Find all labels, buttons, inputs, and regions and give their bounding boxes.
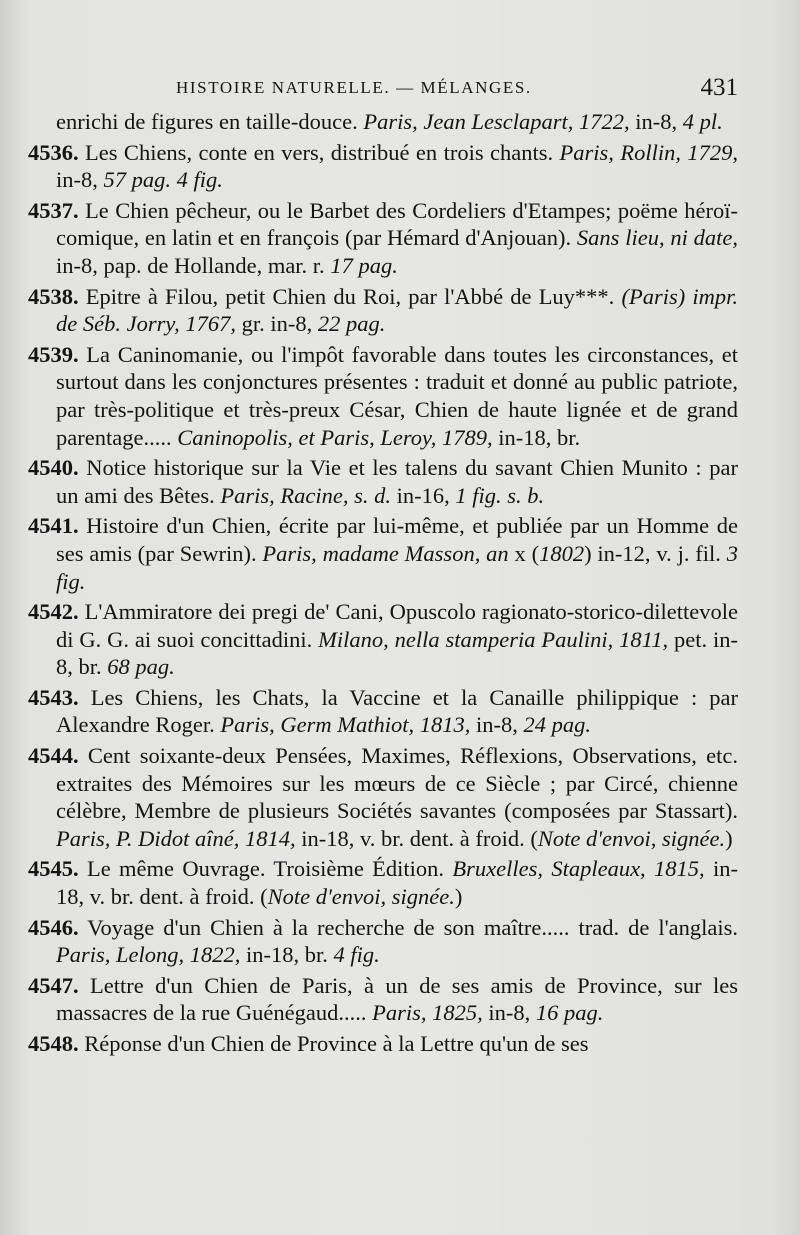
entry-text: ) in-12, v. j. fil. (584, 540, 727, 566)
entry-number: 4546. (28, 914, 79, 940)
catalogue-entry (28, 855, 738, 910)
imprint-text: Sans lieu, ni date, (576, 225, 739, 251)
entry-text: gr. in-8, (235, 311, 318, 337)
imprint-text: Paris, Jean Lesclapart, 1722, (363, 109, 630, 134)
entry-number: 4537. (28, 197, 79, 223)
imprint-text: 57 pag. 4 fig. (103, 167, 223, 193)
entry-number: 4547. (28, 972, 79, 998)
catalogue-entry (28, 512, 738, 595)
imprint-text: Paris, 1825, (372, 1000, 483, 1026)
entry-text: in-18, br. (240, 942, 334, 968)
catalogue-entry (28, 139, 738, 194)
entry-text: Le même Ouvrage. Troisième Édition. (78, 856, 453, 882)
imprint-text: Bruxelles, Stapleaux, 1815, (452, 856, 705, 882)
entry-text: enrichi de figures en taille-douce. (56, 109, 364, 134)
imprint-text: 3 fig. (56, 540, 738, 594)
catalogue-entry (28, 197, 738, 280)
imprint-text: 17 pag. (330, 252, 398, 278)
entry-text: L'Ammiratore dei pregi de' Cani, Opuscolo ragionato-storico-dilettevole di G. G. ai suoi concittadini. (56, 599, 738, 652)
entry-number: 4539. (28, 341, 79, 367)
imprint-text: 1 fig. s. b. (455, 482, 545, 508)
entry-text: Notice historique sur la Vie et les talens du savant Chien Munito : par un ami des Bêtes. (56, 455, 738, 508)
entry-number: 4536. (28, 139, 79, 165)
catalogue-entry (28, 341, 738, 451)
catalogue-entry (28, 283, 738, 338)
imprint-text: Paris, Lelong, 1822, (56, 942, 241, 968)
entry-text: La Caninomanie, ou l'impôt favorable dans toutes les circonstances, et surtout dans les conjonctures présentes : traduit et donné au public patriote, par très-politique et très-preux César, Chien de haute lignée et de grand parentage..... (56, 341, 738, 450)
catalogue-entry (28, 1030, 738, 1058)
entry-text: Réponse d'un Chien de Province à la Lettre qu'un de ses (78, 1031, 589, 1056)
entry-number: 4543. (28, 684, 79, 710)
entry-text: Epitre à Filou, petit Chien du Roi, par l'Abbé de Luy***. (78, 283, 622, 309)
imprint-text: 1802 (539, 540, 585, 566)
entry-text: in-18, br. (492, 424, 581, 450)
imprint-text: 16 pag. (535, 1000, 604, 1026)
entry-text: in-18, v. br. dent. à froid. ( (295, 825, 538, 851)
catalogue-entries (28, 108, 738, 1061)
catalogue-entry (28, 454, 738, 509)
entry-text: Le Chien pêcheur, ou le Barbet des Cordeliers d'Etampes; poëme héroï-comique, en latin et en françois (par Hémard d'Anjouan). (56, 197, 738, 251)
entry-number: 4545. (28, 856, 79, 882)
catalogue-entry (28, 742, 738, 852)
imprint-text: (Paris) impr. de Séb. Jorry, 1767, (56, 283, 738, 337)
imprint-text: Milano, nella stamperia Paulini, 1811, (318, 626, 669, 652)
entry-text: Les Chiens, conte en vers, distribué en trois chants. (78, 139, 560, 165)
entry-text: in-8, pap. de Hollande, mar. r. (56, 252, 331, 278)
imprint-text: 24 pag. (523, 712, 591, 738)
entry-text: Les Chiens, les Chats, la Vaccine et la Canaille philippique : par Alexandre Roger. (56, 684, 738, 738)
catalogue-entry (28, 972, 738, 1027)
entry-text: x ( (508, 540, 540, 566)
imprint-text: Paris, Racine, s. d. (220, 482, 391, 508)
catalogue-entry (28, 108, 738, 136)
imprint-text: Note d'envoi, signée. (537, 825, 726, 851)
entry-text: in-18, v. br. dent. à froid. ( (56, 856, 738, 910)
imprint-text: Paris, Rollin, 1729, (559, 139, 738, 165)
entry-text: in-8, (629, 109, 683, 134)
entry-number: 4540. (28, 455, 79, 481)
catalogue-entry (28, 598, 738, 681)
imprint-text: Paris, Germ Mathiot, 1813, (220, 712, 471, 738)
entry-number: 4542. (28, 599, 79, 625)
imprint-text: 22 pag. (317, 311, 386, 337)
entry-text: Cent soixante-deux Pensées, Maximes, Réflexions, Observations, etc. extraites des Mémoires sur les mœurs de ce Siècle ; par Circé, chienne célèbre, Membre de plusieurs Sociétés savantes (composées par Stassart). (56, 743, 738, 824)
entry-number: 4548. (28, 1031, 79, 1056)
entry-text: in-8, (56, 167, 104, 193)
catalogue-entry (28, 914, 738, 969)
imprint-text: 4 pl. (682, 109, 723, 134)
imprint-text: Paris, madame Masson, an (262, 540, 509, 566)
entry-text: in-16, (390, 482, 456, 508)
imprint-text: 68 pag. (107, 654, 175, 680)
entry-text: Lettre d'un Chien de Paris, à un de ses amis de Province, sur les massacres de la rue Guénégaud..... (56, 972, 738, 1026)
entry-text: Histoire d'un Chien, écrite par lui-même, et publiée par un Homme de ses amis (par Sewrin). (56, 513, 738, 566)
entry-text: Voyage d'un Chien à la recherche de son maître..... trad. de l'anglais. (78, 914, 738, 940)
entry-text: in-8, (482, 1000, 536, 1026)
entry-number: 4538. (28, 283, 79, 309)
entry-text: ) (454, 884, 463, 910)
imprint-text: 4 fig. (333, 942, 380, 968)
entry-text: pet. in-8, br. (56, 626, 738, 680)
imprint-text: Paris, P. Didot aîné, 1814, (56, 825, 296, 851)
page-header (176, 74, 738, 104)
entry-text: ) (725, 825, 733, 851)
entry-number: 4544. (28, 743, 79, 769)
catalogue-entry (28, 684, 738, 739)
entry-number: 4541. (28, 513, 79, 539)
entry-text: in-8, (470, 712, 524, 738)
imprint-text: Note d'envoi, signée. (267, 884, 455, 910)
page-number: 431 (700, 74, 738, 101)
imprint-text: Caninopolis, et Paris, Leroy, 1789, (177, 424, 493, 450)
running-title: HISTOIRE NATURELLE. — MÉLANGES. (176, 78, 532, 97)
